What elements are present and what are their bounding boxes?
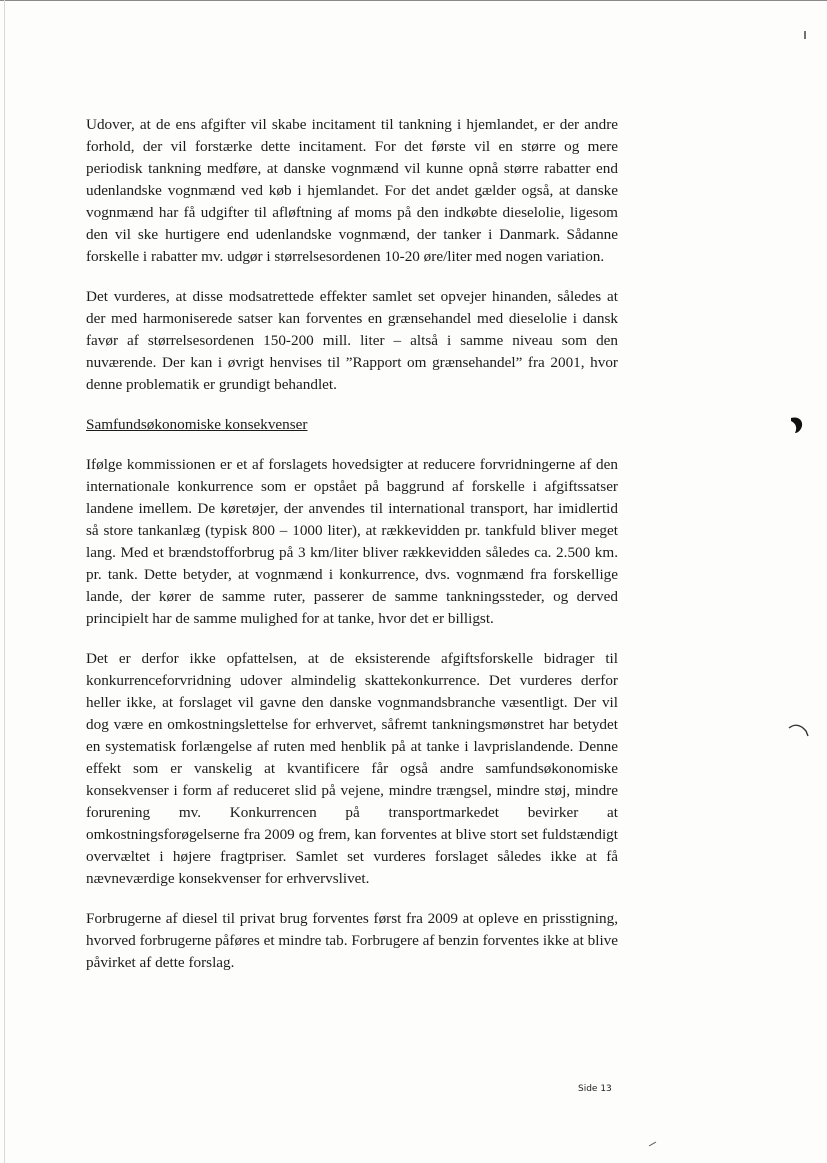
paragraph-1: Udover, at de ens afgifter vil skabe incitament til tankning i hjemlandet, er der andre forhold, der vil forstærke dette incitament. For det første vil en større og mere periodisk tankning medføre, at danske vognmænd vil kunne opnå større rabatter end udenlandske vognmænd ved køb i hjemlandet. For det andet gælder også, at danske vognmænd har få udgifter til afløftning af moms på den indkøbte dieselolie, ligesom den vil ske hurtigere end udenlandske vognmænd, der tanker i Danmark. Sådanne forskelle i rabatter mv. udgør i størrelsesordenen 10-20 øre/liter med nogen variation.: [86, 116, 618, 265]
section-heading: Samfundsøkonomiske konsekvenser: [86, 416, 308, 433]
page-body: [86, 114, 618, 992]
punch-hole-mark: [788, 416, 804, 434]
section-paragraph-3: Forbrugerne af diesel til privat brug forventes først fra 2009 at opleve en prisstigning, hvorved forbrugerne påføres et mindre tab. Forbrugere af benzin forventes ikke at blive påvirket af dette forslag.: [86, 910, 618, 971]
page-number: Side 13: [578, 1084, 612, 1094]
left-scan-edge: [4, 0, 5, 1163]
section-paragraph-2: Det er derfor ikke opfattelsen, at de eksisterende afgiftsforskelle bidrager til konkurrenceforvridning udover almindelig skattekonkurrence. Det vurderes derfor heller ikke, at forslaget vil gavne den danske vognmandsbranche væsentligt. Der vil dog være en omkostningslettelse for erhvervet, såfremt tankningsmønstret har betydet en systematisk forlængelse af ruten med henblik på at tanke i lavprislandende. Denne effekt som er vanskelig at kvantificere får også andre samfundsøkonomiske konsekvenser i form af reduceret slid på vejene, mindre trængsel, mindre støj, mindre forurening mv. Konkurrencen på transportmarkedet bevirker at omkostningsforøgelserne fra 2009 og frem, kan forventes at blive stort set fuldstændigt overvæltet i højere fragtpriser. Samlet set vurderes forslaget således ikke at få nævneværdige konsekvenser for erhvervslivet.: [86, 650, 618, 887]
scan-mark: [788, 722, 810, 738]
top-edge-rule: [0, 0, 827, 1]
scan-speck-bottom: [648, 1140, 658, 1148]
scan-speck: [802, 30, 808, 40]
section-paragraph-1: Ifølge kommissionen er et af forslagets hovedsigter at reducere forvridningerne af den internationale konkurrence som er opstået på baggrund af forskelle i afgiftssatser landene imellem. De køretøjer, der anvendes til international transport, har imidlertid så store tankanlæg (typisk 800 – 1000 liter), at rækkevidden pr. tankfuld bliver meget lang. Med et brændstofforbrug på 3 km/liter bliver rækkevidden således ca. 2.500 km. pr. tank. Dette betyder, at vognmænd i konkurrence, dvs. vognmænd fra forskellige lande, der kører de samme ruter, passerer de samme tankningssteder, og derved principielt har de samme mulighed for at tanke, hvor det er billigst.: [86, 456, 618, 627]
paragraph-2: Det vurderes, at disse modsatrettede effekter samlet set opvejer hinanden, således at der med harmoniserede satser kan forventes en grænsehandel med dieselolie i dansk favør af størrelsesordenen 150-200 mill. liter – altså i samme niveau som den nuværende. Der kan i øvrigt henvises til ”Rapport om grænsehandel” fra 2001, hvor denne problematik er grundigt behandlet.: [86, 288, 618, 393]
